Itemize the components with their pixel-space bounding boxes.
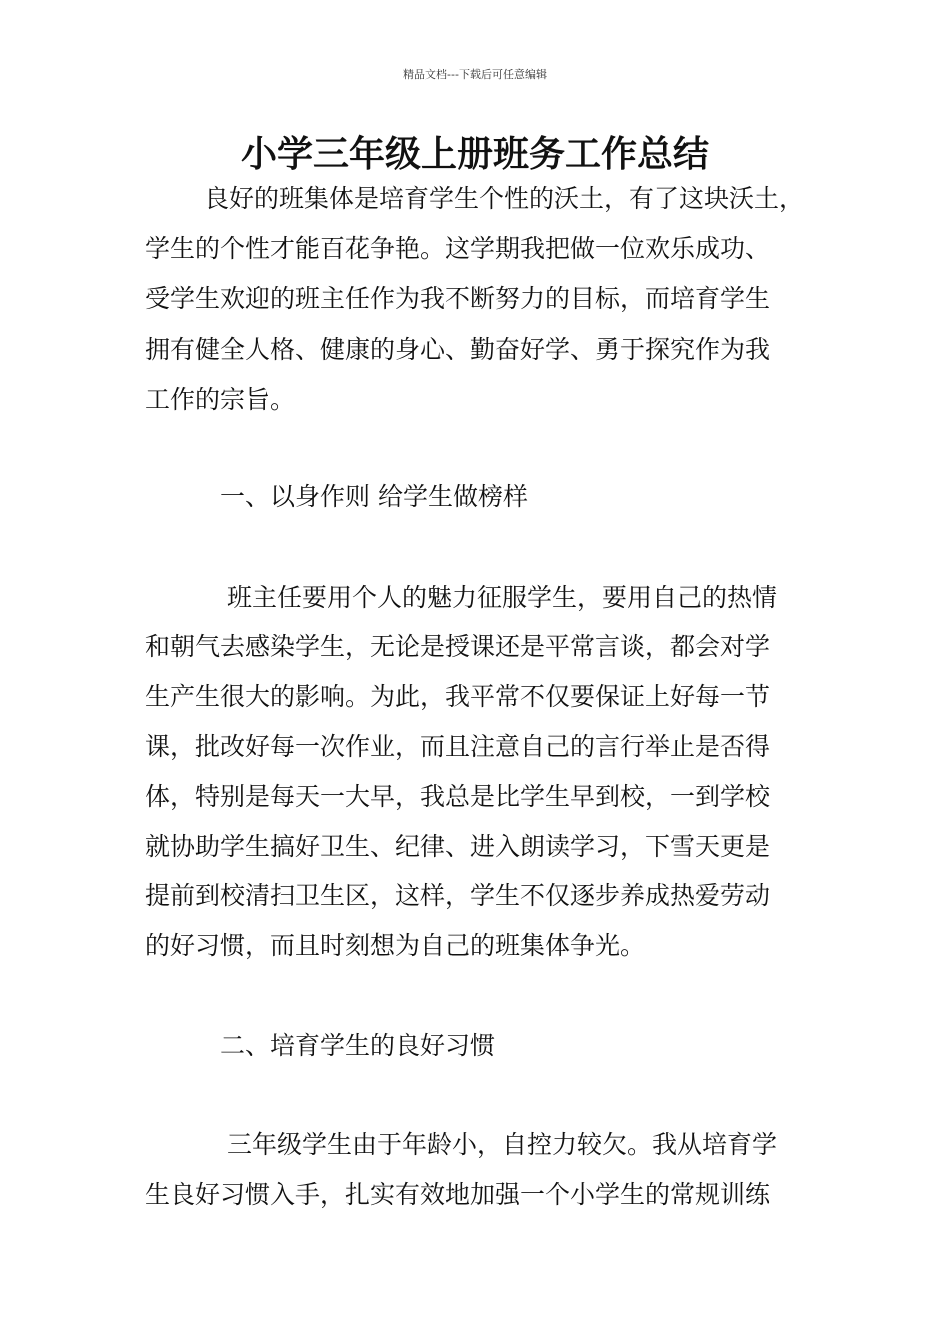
intro-line: 学生的个性才能百花争艳。这学期我把做一位欢乐成功、: [145, 234, 771, 263]
section2-line: 三年级学生由于年龄小，自控力较欠。我从培育学: [227, 1130, 778, 1159]
document-title: 小学三年级上册班务工作总结: [240, 134, 709, 175]
intro-line: 良好的班集体是培育学生个性的沃土，有了这块沃土，: [204, 184, 805, 213]
intro-line: 工作的宗旨。: [145, 385, 296, 414]
section1-line: 体，特别是每天一大早，我总是比学生早到校，一到学校: [145, 782, 771, 811]
intro-line: 拥有健全人格、健康的身心、勤奋好学、勇于探究作为我: [145, 335, 771, 364]
section1-line: 就协助学生搞好卫生、纪律、进入朗读学习，下雪天更是: [145, 832, 771, 861]
document-header-note: 精品文档---下载后可任意编辑: [403, 68, 547, 81]
section2-heading: 二、培育学生的良好习惯: [220, 1031, 496, 1060]
section1-line: 提前到校清扫卫生区，这样，学生不仅逐步养成热爱劳动: [145, 881, 771, 910]
section2-line: 生良好习惯入手，扎实有效地加强一个小学生的常规训练: [145, 1180, 771, 1209]
section1-line: 生产生很大的影响。为此，我平常不仅要保证上好每一节: [145, 682, 771, 711]
intro-line: 受学生欢迎的班主任作为我不断努力的目标，而培育学生: [145, 284, 771, 313]
section1-line: 的好习惯，而且时刻想为自己的班集体争光。: [145, 931, 646, 960]
section1-line: 和朝气去感染学生，无论是授课还是平常言谈，都会对学: [145, 632, 771, 661]
section1-line: 班主任要用个人的魅力征服学生，要用自己的热情: [227, 583, 778, 612]
section1-heading: 一、以身作则 给学生做榜样: [220, 482, 528, 511]
section1-line: 课，批改好每一次作业，而且注意自己的言行举止是否得: [145, 732, 771, 761]
